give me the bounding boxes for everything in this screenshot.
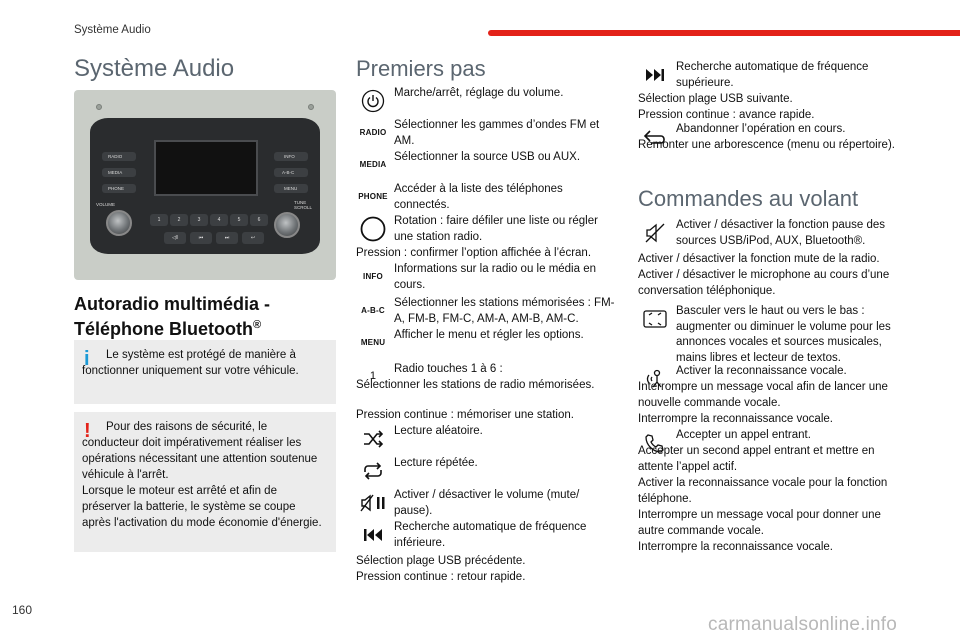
- instruction-text: Sélectionner les gammes d’ondes FM et AM.: [394, 119, 600, 147]
- next-button-icon: ⏭: [216, 232, 238, 244]
- subsection-title: Autoradio multimédia - Téléphone Bluetooth®: [74, 294, 271, 339]
- instruction-line: [638, 92, 900, 108]
- instruction-row-mute-pause: [356, 488, 618, 519]
- knob-icon: [356, 214, 390, 244]
- menu-icon: MENU: [356, 328, 390, 358]
- preset-button: 1: [150, 214, 168, 226]
- radio-label: PHONE: [108, 186, 125, 191]
- instruction-text: Activer la reconnaissance vocale pour la fonction téléphone.: [638, 477, 888, 505]
- instruction-text: Lecture répétée.: [394, 457, 478, 469]
- mute-icon: [638, 218, 672, 248]
- number-icon: 1: [356, 362, 390, 392]
- instruction-text: Activer / désactiver la fonction mute de la radio.: [638, 253, 880, 265]
- volume-rocker-icon: [638, 304, 672, 334]
- instruction-line: [356, 408, 618, 424]
- instruction-row-shuffle: [356, 424, 618, 440]
- instruction-text: Accepter un second appel entrant et mettre en attente l’appel actif.: [638, 445, 875, 473]
- screw-icon: [308, 104, 314, 110]
- instruction-row-mute: [638, 218, 900, 249]
- radio-label: A-B-C: [282, 170, 295, 175]
- instruction-row-next: [638, 60, 900, 91]
- tune-knob-icon: [274, 212, 300, 238]
- preset-button: 5: [230, 214, 248, 226]
- instruction-line: [638, 476, 900, 507]
- preset-button: 3: [190, 214, 208, 226]
- radio-faceplate: [90, 118, 320, 254]
- instruction-text: Sélectionner la source USB ou AUX.: [394, 151, 581, 163]
- radio-label: RADIO: [108, 154, 123, 159]
- instruction-text: Interrompre la reconnaissance vocale.: [638, 541, 833, 553]
- instruction-text: Pression continue : retour rapide.: [356, 571, 526, 583]
- repeat-icon: [356, 456, 390, 486]
- instruction-row-radio: [356, 118, 618, 149]
- instruction-text: Recherche automatique de fréquence supérieure.: [676, 61, 869, 89]
- instruction-row-media: [356, 150, 618, 170]
- instruction-text: Pression continue : avance rapide.: [638, 109, 815, 121]
- instruction-text: Basculer vers le haut ou vers le bas : augmenter ou diminuer le volume pour les annonces vocales et sources musicales, mains libres et lecteur de textos.: [676, 305, 891, 364]
- section-title-premiers-pas: Premiers pas: [356, 56, 486, 81]
- instruction-text: Abandonner l’opération en cours.: [676, 123, 846, 135]
- instruction-text: Accepter un appel entrant.: [676, 429, 811, 441]
- section-title: Système Audio: [74, 55, 235, 82]
- radio-label: MENU: [284, 186, 298, 191]
- instruction-text: Activer la reconnaissance vocale.: [676, 365, 847, 377]
- radio-label: MEDIA: [108, 170, 123, 175]
- running-header: Système Audio: [74, 24, 151, 36]
- instruction-text: Afficher le menu et régler les options.: [394, 329, 584, 341]
- instruction-text: Sélectionner les stations de radio mémorisées.: [356, 379, 595, 391]
- instruction-row-phone-text: [356, 182, 618, 213]
- previous-button-icon: ⏮: [190, 232, 212, 244]
- instruction-line: [356, 378, 618, 394]
- instruction-text: Interrompre la reconnaissance vocale.: [638, 413, 833, 425]
- radio-label: TUNE SCROLL: [294, 200, 313, 210]
- instruction-text: Interrompre un message vocal afin de lancer une nouvelle commande vocale.: [638, 381, 888, 409]
- instruction-row-voice: [638, 364, 900, 380]
- instruction-text: Activer / désactiver le volume (mute/ pause).: [394, 489, 580, 517]
- media-icon: MEDIA: [356, 150, 390, 180]
- instruction-text: Remonter une arborescence (menu ou répertoire).: [638, 139, 895, 151]
- instruction-text: Sélection plage USB suivante.: [638, 93, 793, 105]
- instruction-line: [356, 554, 618, 570]
- column-1: [74, 54, 338, 84]
- instruction-text: Radio touches 1 à 6 :: [394, 363, 503, 375]
- instruction-row-number: [356, 362, 618, 383]
- warning-text: Pour des raisons de sécurité, le conducteur doit impérativement réaliser les opérations nécessitant une attention soutenue véhicule à l'arrêt. Lorsque le moteur est arrêté et afin de préserver la batterie, le système se coupe après l'activation du mode économie d'énergie.: [82, 421, 322, 529]
- instruction-text: Activer / désactiver la fonction pause des sources USB/iPod, AUX, Bluetooth®.: [676, 219, 886, 247]
- instruction-text: Sélectionner les stations mémorisées : FM-A, FM-B, FM-C, AM-A, AM-B, AM-C.: [394, 297, 615, 325]
- instruction-text: Accéder à la liste des téléphones connectés.: [394, 183, 563, 211]
- instruction-text: Marche/arrêt, réglage du volume.: [394, 87, 564, 99]
- instruction-text: Interrompre un message vocal pour donner une autre commande vocale.: [638, 509, 881, 537]
- back-button-icon: ↩: [242, 232, 264, 244]
- instruction-row-call: [638, 428, 900, 444]
- watermark: carmanualsonline.info: [708, 614, 898, 635]
- instruction-line: [356, 246, 618, 262]
- mute-button-icon: ◁‖: [164, 232, 186, 244]
- instruction-row-abc: [356, 296, 618, 327]
- instruction-row-menu: [356, 328, 618, 348]
- instruction-row-repeat: [356, 456, 618, 472]
- info-box: [74, 340, 336, 404]
- instruction-text: Recherche automatique de fréquence inférieure.: [394, 521, 587, 549]
- instruction-row-previous: [356, 520, 618, 551]
- radio-label: VOLUME: [96, 202, 116, 207]
- radio-display: [154, 140, 258, 196]
- instruction-line: [638, 268, 900, 299]
- screw-icon: [96, 104, 102, 110]
- instruction-text: Informations sur la radio ou le média en cours.: [394, 263, 596, 291]
- instruction-row-power: [356, 86, 618, 102]
- page-number: 160: [12, 603, 33, 617]
- instruction-line: [638, 252, 900, 268]
- header-accent-bar: [488, 30, 960, 36]
- instruction-line: [638, 412, 900, 428]
- instruction-line: [638, 540, 900, 556]
- instruction-text: Rotation : faire défiler une liste ou régler une station radio.: [394, 215, 598, 243]
- instruction-text: Pression : confirmer l’option affichée à l’écran.: [356, 247, 592, 259]
- phone-text-icon: PHONE: [356, 182, 390, 212]
- instruction-text: Activer / désactiver le microphone au cours d’une conversation téléphonique.: [638, 269, 890, 297]
- instruction-row-info: [356, 262, 618, 293]
- previous-icon: [356, 520, 390, 550]
- info-text: Le système est protégé de manière à fonctionner uniquement sur votre véhicule.: [82, 349, 299, 377]
- instruction-text: Sélection plage USB précédente.: [356, 555, 526, 567]
- power-icon: [356, 86, 390, 116]
- radio-unit-image: [74, 90, 336, 280]
- section-title-commandes: Commandes au volant: [638, 186, 859, 211]
- info-icon: INFO: [356, 262, 390, 292]
- warning-box: [74, 412, 336, 552]
- preset-button: 2: [170, 214, 188, 226]
- instruction-line: [638, 444, 900, 475]
- preset-button: 4: [210, 214, 228, 226]
- instruction-line: [638, 380, 900, 411]
- radio-label: INFO: [284, 154, 295, 159]
- instruction-row-knob: [356, 214, 618, 245]
- instruction-line: [638, 138, 900, 154]
- abc-icon: A-B-C: [356, 296, 390, 326]
- instruction-row-back: [638, 122, 900, 138]
- mute-pause-icon: [356, 488, 390, 518]
- shuffle-icon: [356, 424, 390, 454]
- instruction-row-volume-rocker: [638, 304, 900, 366]
- instruction-text: Lecture aléatoire.: [394, 425, 483, 437]
- warning-icon: !: [84, 420, 91, 442]
- instruction-line: [356, 570, 618, 586]
- next-icon: [638, 60, 672, 90]
- instruction-text: Pression continue : mémoriser une station.: [356, 409, 574, 421]
- info-icon: i: [84, 348, 90, 370]
- volume-knob-icon: [106, 210, 132, 236]
- preset-button: 6: [250, 214, 268, 226]
- radio-icon: RADIO: [356, 118, 390, 148]
- instruction-line: [638, 508, 900, 539]
